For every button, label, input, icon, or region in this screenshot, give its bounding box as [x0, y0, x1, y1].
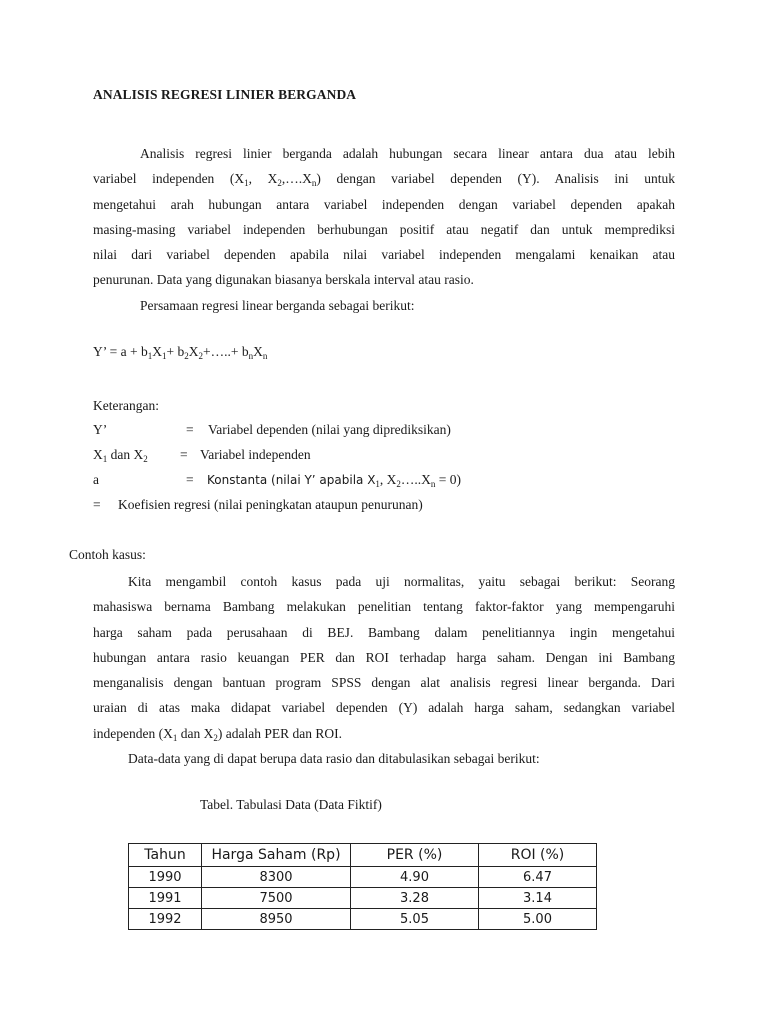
table-cell: 3.14: [479, 888, 597, 909]
contoh-line: Kita mengambil contoh kasus pada uji normalitas, yaitu sebagai berikut: Seorang: [128, 574, 675, 589]
keterangan-equals: =: [186, 472, 194, 487]
table-cell: 3.28: [351, 888, 479, 909]
table-cell: 1991: [129, 888, 202, 909]
keterangan-desc: Variabel dependen (nilai yang diprediksikan): [208, 422, 451, 437]
keterangan-equals: =: [180, 447, 188, 462]
intro-line: Analisis regresi linier berganda adalah hubungan secara linear antara dua atau lebih: [140, 146, 675, 161]
table-row: [129, 867, 597, 888]
table-cell: 1990: [129, 867, 202, 888]
keterangan-equals: =: [186, 422, 194, 437]
table-cell: 4.90: [351, 867, 479, 888]
contoh-line: hubungan antara rasio keuangan PER dan ROI terhadap harga saham. Dengan ini Bambang: [93, 649, 675, 665]
contoh-line: uraian di atas maka didapat variabel dependen (Y) adalah harga saham, sedangkan variabel: [93, 700, 675, 716]
table-header-cell: Harga Saham (Rp): [202, 844, 351, 867]
contoh-paragraph: [93, 569, 675, 771]
keterangan-term: Y’: [93, 422, 108, 437]
intro-line: penurunan. Data yang digunakan biasanya berskala interval atau rasio.: [93, 272, 474, 288]
table-cell: 7500: [202, 888, 351, 909]
contoh-line: independen ($X_1$ dan $X_2$) adalah PER dan ROI.: [93, 725, 342, 743]
table-cell: 5.05: [351, 909, 479, 930]
table-header-row: [129, 844, 597, 867]
table-header-cell: PER (%): [351, 844, 479, 867]
contoh-line: harga saham pada perusahaan di BEJ. Bambang dalam penelitiannya ingin mengetahui: [93, 624, 675, 640]
document-title: ANALISIS REGRESI LINIER BERGANDA: [93, 87, 357, 102]
table-row: [129, 909, 597, 930]
contoh-line: mahasiswa bernama Bambang melakukan penelitian tentang faktor-faktor yang mempengaruhi: [93, 599, 675, 615]
table-cell: 1992: [129, 909, 202, 930]
keterangan-term: a: [93, 472, 99, 487]
keterangan-equals: =: [93, 497, 101, 512]
keterangan-heading: Keterangan:: [93, 398, 159, 413]
data-table: [128, 843, 597, 930]
contoh-line: menganalisis dengan bantuan program SPSS dengan alat analisis regresi linear berganda. Dari: [93, 675, 675, 691]
table-header-cell: ROI (%): [479, 844, 597, 867]
intro-paragraph: [93, 141, 675, 318]
intro-line: Persamaan regresi linear berganda sebagai berikut:: [140, 297, 415, 313]
regression-formula: Y’ = $a + b_1X_1+$ $b_2X_2+\dots..+ b_nX_n$: [93, 344, 268, 361]
intro-line: nilai dari variabel dependen apabila nilai variabel independen mengalami kenaikan atau: [93, 247, 675, 263]
keterangan-desc: Konstanta (nilai Y’ apabila $X_1$, $X_2\dots..X_n = 0$): [207, 472, 462, 489]
table-cell: 8950: [202, 909, 351, 930]
intro-line: variabel independen ($X_1$, $X_2,\dots.X_n$) dengan variabel dependen (Y). Analisis ini untuk: [93, 171, 676, 189]
table-row: [129, 888, 597, 909]
keterangan-term: $X_1$ dan $X_2$: [93, 447, 148, 464]
table-cell: 6.47: [479, 867, 597, 888]
intro-line: mengetahui arah hubungan antara variabel independen dengan variabel dependen apakah: [93, 196, 675, 212]
table-header-cell: Tahun: [129, 844, 202, 867]
table-caption: Tabel. Tabulasi Data (Data Fiktif): [200, 797, 382, 812]
table-cell: 8300: [202, 867, 351, 888]
table-cell: 5.00: [479, 909, 597, 930]
contoh-heading: Contoh kasus:: [69, 547, 146, 562]
keterangan-desc: Koefisien regresi (nilai peningkatan ataupun penurunan): [118, 497, 423, 512]
intro-line: masing-masing variabel independen berhubungan positif atau negatif dan untuk memprediksi: [93, 221, 675, 237]
contoh-line: Data-data yang di dapat berupa data rasio dan ditabulasikan sebagai berikut:: [128, 751, 540, 767]
keterangan-desc: Variabel independen: [200, 447, 311, 462]
